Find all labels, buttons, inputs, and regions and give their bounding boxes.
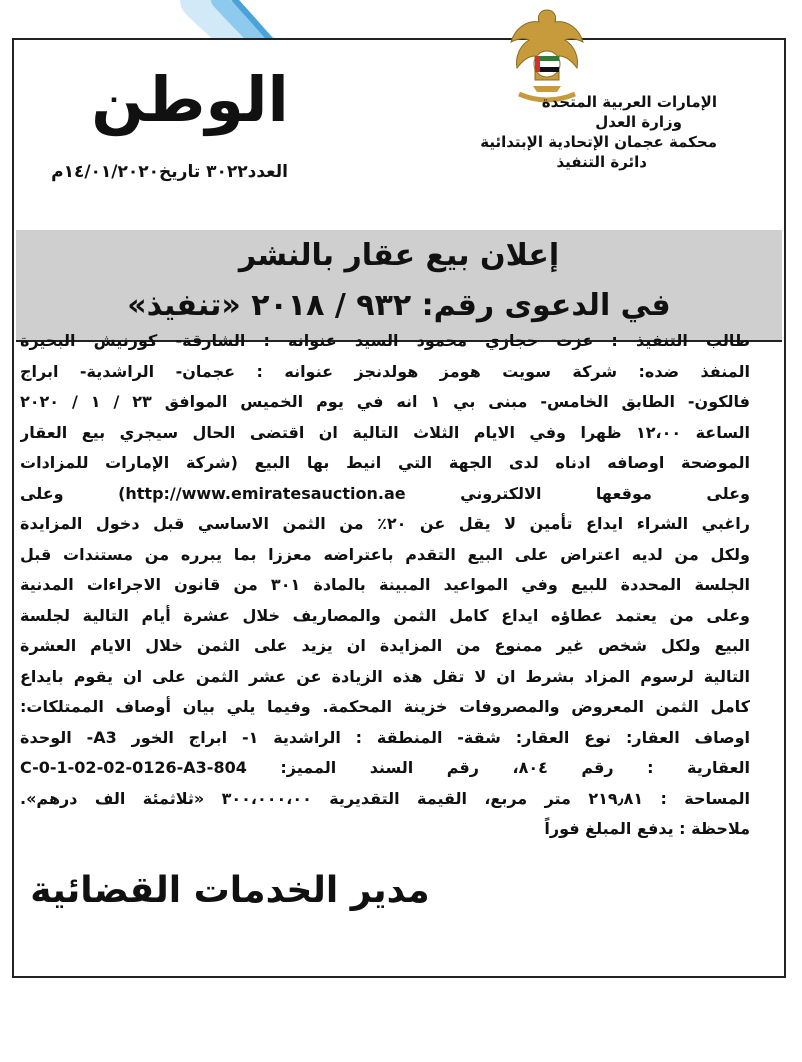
body-line: فالكون- الطابق الخامس- مبنى بي ١ انه في يوم الخميس الموافق ٢٣ / ١ / ٢٠٢٠	[20, 392, 750, 411]
case-number: في الدعوى رقم: ٩٣٢ / ٢٠١٨ «تنفيذ»	[127, 288, 671, 323]
court-name: محكمة عجمان الإتحادية الإبتدائية	[480, 133, 717, 151]
body-line: كامل الثمن المعروض والمصروفات خزينة المحكمة. وفيما يلي بيان أوصاف الممتلكات:	[20, 697, 750, 716]
body-line: وعلى من يعتمد عطاؤه ايداع كامل الثمن والمصاريف خلال عشرة أيام التالية لجلسة	[20, 605, 750, 625]
payment-note: ملاحظة : يدفع المبلغ فوراً	[544, 819, 750, 838]
issue-line: العدد٣٠٢٢ تاريخ١٤/٠١/٢٠٢٠م	[51, 162, 288, 182]
department-name: دائرة التنفيذ	[556, 153, 647, 171]
body-line: طالب التنفيذ : عزت حجازي محمود السيد عنوانه : الشارقة- كورنيش البحيرة	[20, 331, 750, 350]
body-line-with-link: وعلى موقعها الالكتروني http://www.emiratesauction.ae) وعلى	[20, 483, 750, 503]
property-area-value: المساحة : ٢١٩٫٨١ متر مربع، القيمة التقديرية ٣٠٠،٠٠٠،٠٠ «ثلاثمئة الف درهم».	[20, 788, 750, 808]
signatory-title: مدير الخدمات القضائية	[30, 870, 430, 911]
property-description: اوصاف العقار: نوع العقار: شقة- المنطقة : الراشدية ١- ابراج الخور A3- الوحدة	[20, 727, 750, 747]
body-line: ولكل من لديه اعتراض على البيع التقدم باعتراضه معززا بما يبرره من مستندات قبل	[20, 544, 750, 564]
body-line: راغبي الشراء ايداع تأمين لا يقل عن ٢٠٪ من الثمن الاساسي قبل دخول المزايدة	[20, 514, 750, 533]
notice-title: إعلان بيع عقار بالنشر	[238, 238, 560, 273]
body-line: التالية لرسوم المزاد بشرط ان لا تقل هذه الزيادة عن عشر الثمن على ان يقوم بايداع	[20, 666, 750, 686]
uae-emblem-icon	[505, 6, 589, 106]
notice-body	[20, 326, 750, 845]
newspaper-masthead	[40, 40, 290, 190]
body-line: الساعة ١٢،٠٠ ظهرا وفي الايام الثلاث التالية ان اقتضى الحال سيجري بيع العقار	[20, 422, 750, 442]
newspaper-logo: الوطن	[91, 63, 289, 136]
country-name: الإمارات العربية المتحدة	[541, 93, 717, 111]
body-line: المنفذ ضده: شركة سويت هومز هولدنجز عنوانه : عجمان- الراشدية- ابراج	[20, 361, 750, 381]
issuer-block	[437, 92, 717, 172]
body-line: الجلسة المحددة للبيع وفي المواعيد المبينة بالمادة ٣٠١ من قانون الاجراءات المدنية	[20, 575, 750, 594]
body-line: الموضحة اوصافه ادناه لدى الجهة التي انيط بها البيع (شركة الإمارات للمزادات	[20, 453, 750, 472]
body-line: البيع ولكل شخص غير ممنوع من المزايدة ان يزيد على الثمن خلال الايام العشرة	[20, 636, 750, 655]
ministry-name: وزارة العدل	[595, 113, 682, 131]
property-unit: العقارية : رقم ٨٠٤، رقم السند المميز: C-0-1-02-02-0126-A3-804	[20, 758, 750, 777]
